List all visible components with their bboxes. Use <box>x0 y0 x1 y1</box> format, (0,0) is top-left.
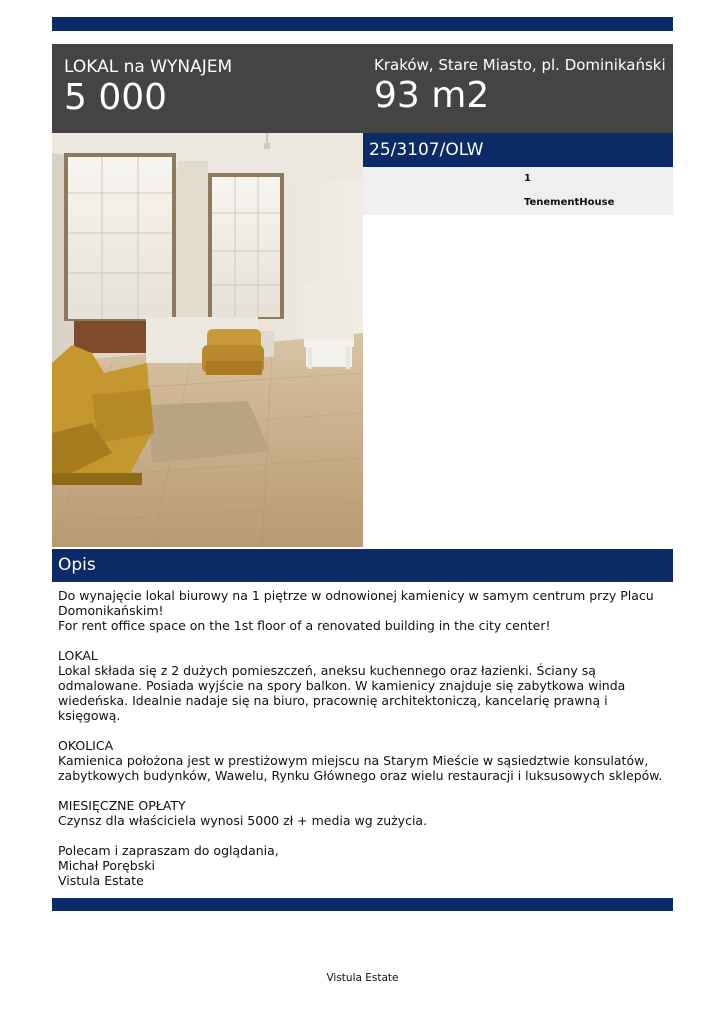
section-title-oplaty: MIESIĘCZNE OPŁATY <box>58 798 186 813</box>
property-row <box>363 191 673 215</box>
property-row <box>363 167 673 191</box>
description-line: odmalowane. Posiada wyjście na spory balkon. W kamienicy znajduje się zabytkowa winda <box>58 678 626 693</box>
property-value: 1 <box>524 173 531 184</box>
property-value: TenementHouse <box>524 197 615 208</box>
bottom-accent-bar <box>52 898 673 911</box>
description-line: zabytkowych budynków, Wawelu, Rynku Głównego oraz wielu restauracji i luksusowych sklepów. <box>58 768 663 783</box>
description-line: Czynsz dla właściciela wynosi 5000 zł + media wg zużycia. <box>58 813 428 828</box>
description-line: wiedeńska. Idealnie nadaje się na biuro, pracownię architektoniczą, kancelarię prawną i księgową. <box>58 693 608 723</box>
footer-company: Vistula Estate <box>326 972 399 984</box>
listing-summary <box>64 57 232 119</box>
listing-price: 5 000 <box>64 77 168 118</box>
listing-location: Kraków, Stare Miasto, pl. Dominikański <box>374 56 666 74</box>
agency-name: Vistula Estate <box>58 873 144 888</box>
section-title-okolica: OKOLICA <box>58 738 114 753</box>
property-photo <box>52 133 363 547</box>
description-line: For rent office space on the 1st floor of a renovated building in the city center! <box>58 618 551 633</box>
description-body <box>58 588 668 888</box>
listing-type: LOKAL na WYNAJEM <box>64 57 233 77</box>
description-line: Domonikańskim! <box>58 603 164 618</box>
listing-location-block <box>374 55 666 117</box>
top-accent-bar <box>52 17 673 31</box>
description-line: Do wynajęcie lokal biurowy na 1 piętrze w odnowionej kamienicy w samym centrum przy Placu <box>58 588 654 603</box>
closing-line: Polecam i zapraszam do oglądania, <box>58 843 279 858</box>
description-line: Lokal składa się z 2 dużych pomieszczeń, aneksu kuchennego oraz łazienki. Ściany są <box>58 663 596 678</box>
section-title-lokal: LOKAL <box>58 648 98 663</box>
description-line: Kamienica położona jest w prestiżowym miejscu na Starym Mieście w sąsiedztwie konsulatów, <box>58 753 649 768</box>
listing-area: 93 m2 <box>374 75 490 116</box>
description-heading: Opis <box>52 549 673 582</box>
listing-header <box>52 44 673 133</box>
agent-name: Michał Porębski <box>58 858 155 873</box>
reference-number: 25/3107/OLW <box>363 133 673 167</box>
